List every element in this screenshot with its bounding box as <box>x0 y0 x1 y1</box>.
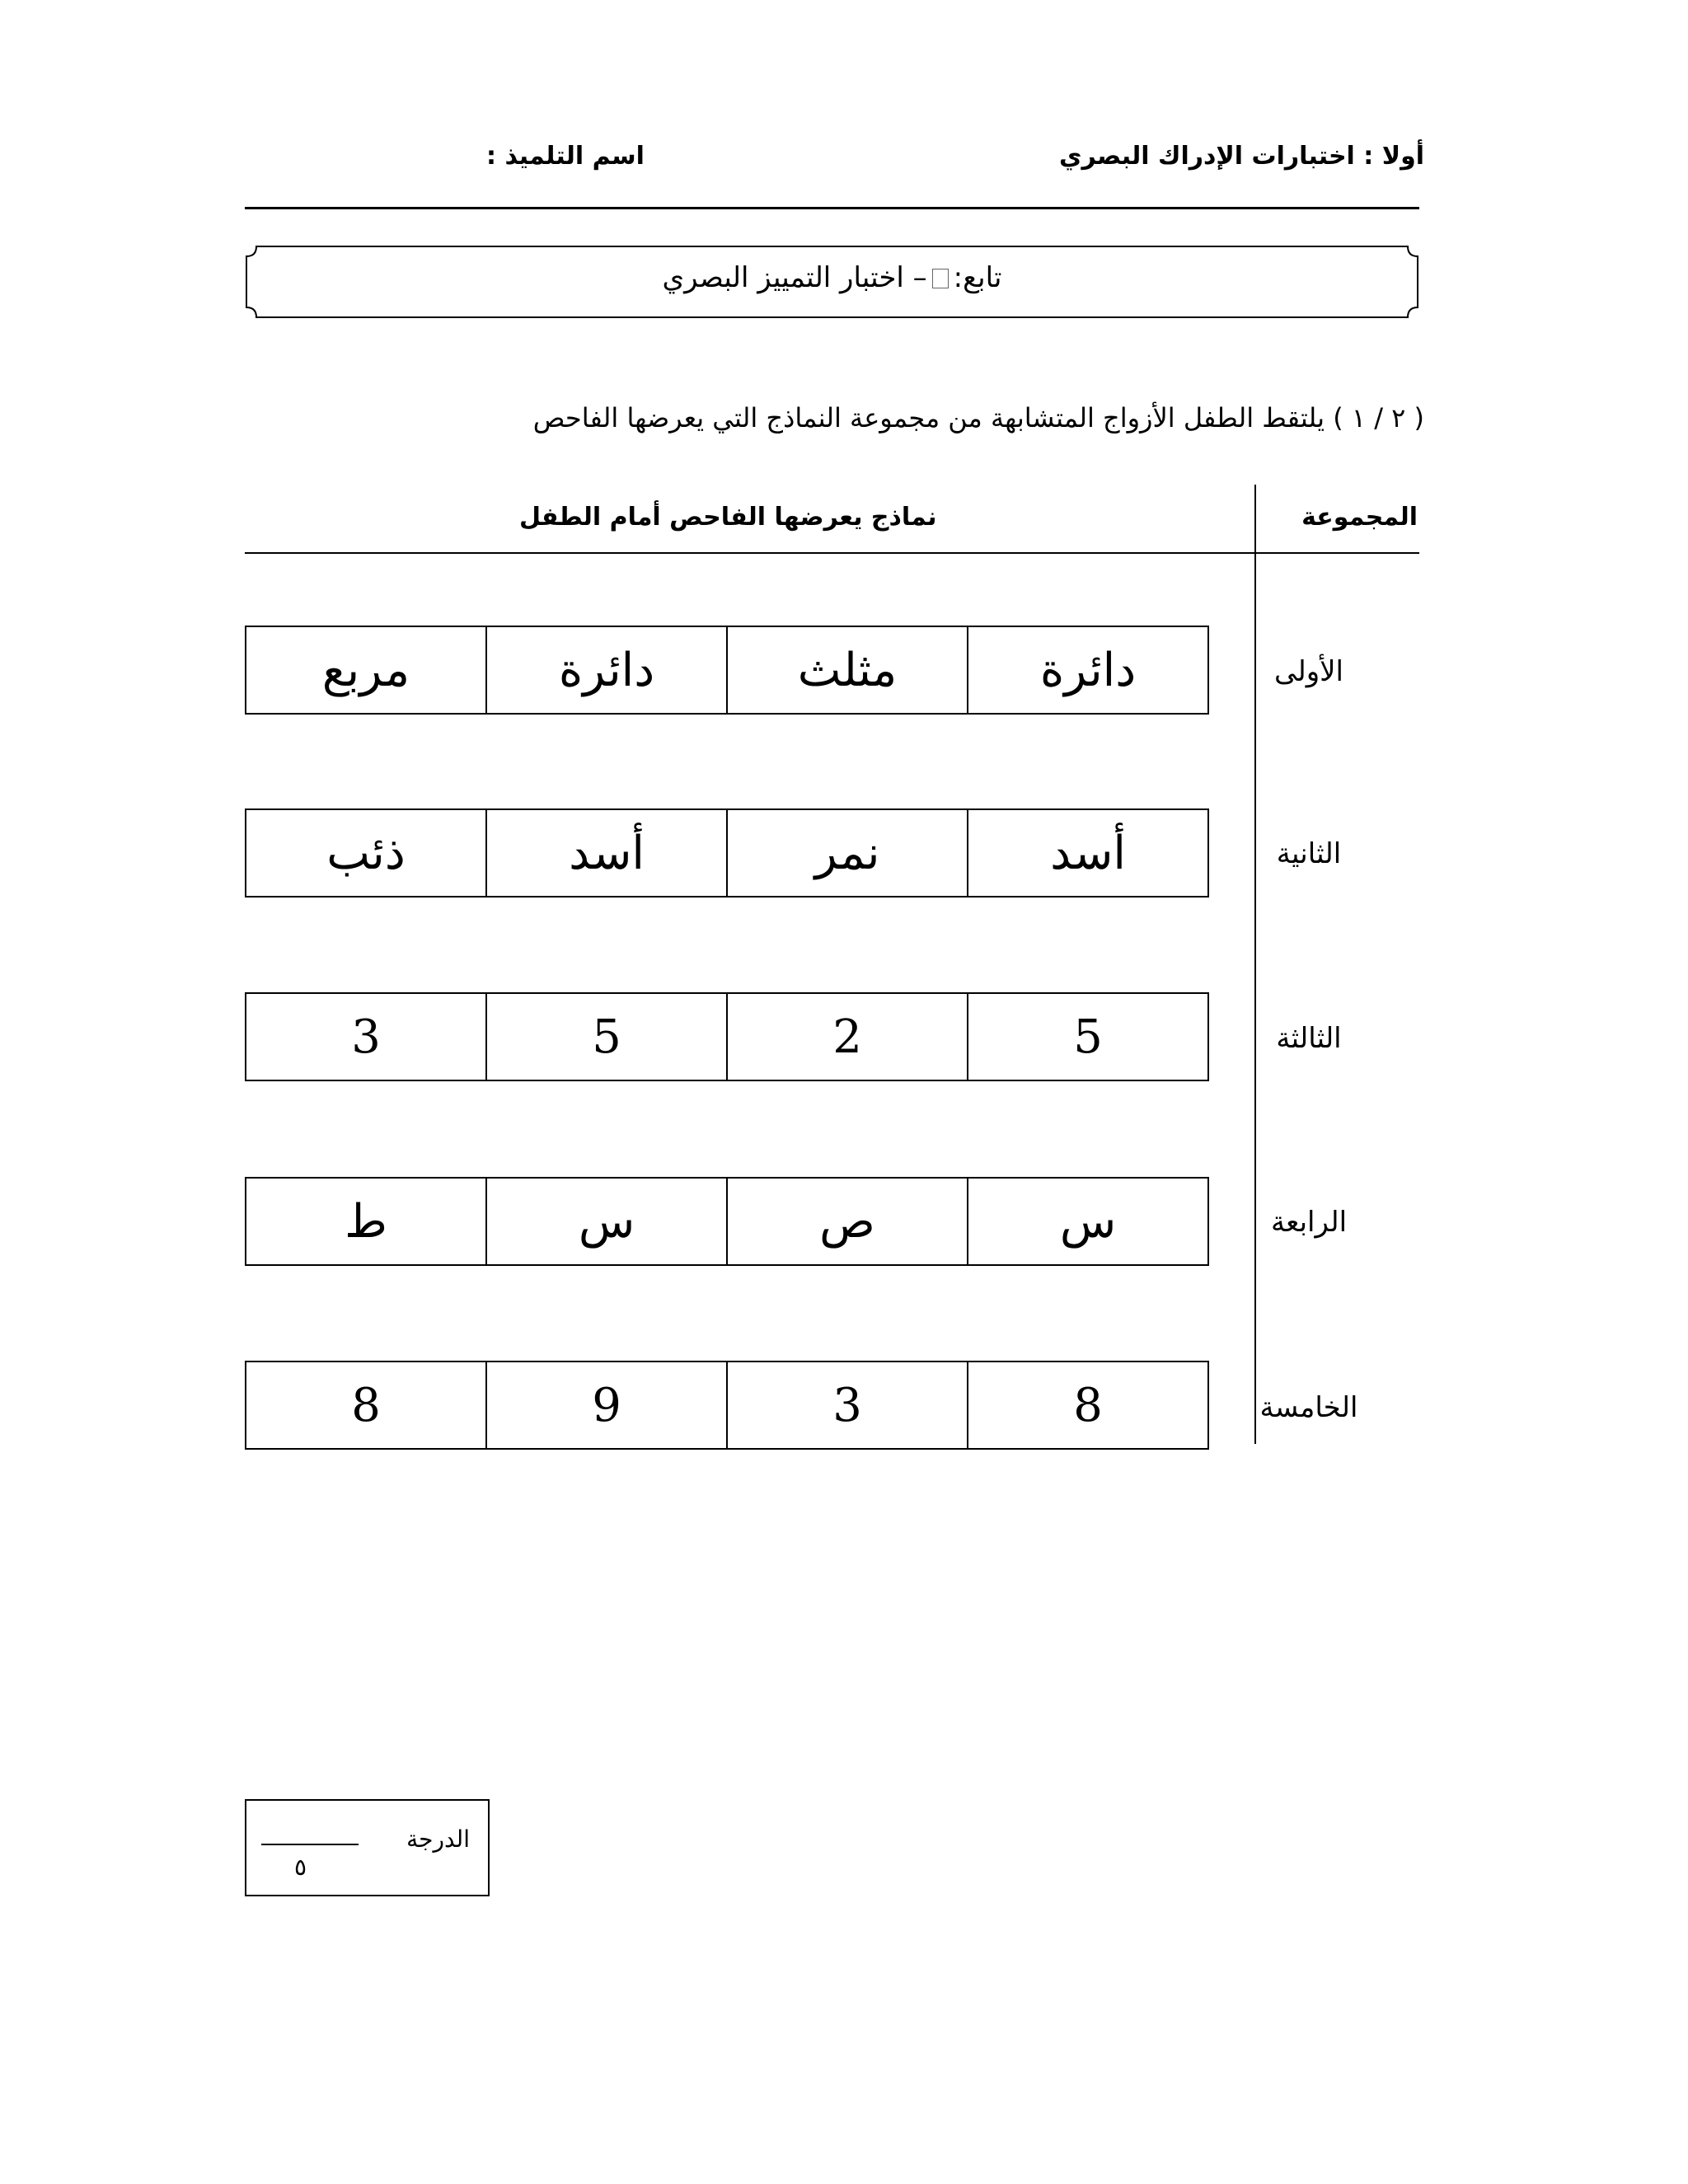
score-box <box>245 1799 490 1896</box>
group-row-1 <box>245 626 1209 715</box>
model-cell: ص <box>726 1179 967 1264</box>
student-name-label: اسم التلميذ : <box>486 142 645 171</box>
group-column-header: المجموعة <box>1301 503 1418 532</box>
model-cell: س <box>967 1179 1207 1264</box>
table-column-divider <box>1254 485 1256 1444</box>
score-max: ٥ <box>294 1854 307 1881</box>
model-cell: 5 <box>485 994 726 1080</box>
model-cell: 3 <box>726 1362 967 1448</box>
model-cell: 3 <box>351 1010 381 1064</box>
table-header-rule <box>245 552 1419 554</box>
model-cell: 8 <box>967 1362 1207 1448</box>
model-cell: 2 <box>726 994 967 1080</box>
banner-suffix: – اختبار التمييز البصري <box>662 261 927 294</box>
section-title: أولا : اختبارات الإدراك البصري <box>1059 142 1424 171</box>
model-cell: مثلث <box>726 627 967 713</box>
group-row-4 <box>245 1177 1209 1266</box>
model-cell: ذئب <box>326 826 406 880</box>
group-label-1: الأولى <box>1274 655 1343 688</box>
score-label: الدرجة <box>406 1825 470 1853</box>
model-cell: دائرة <box>485 627 726 713</box>
score-blank-line <box>261 1844 359 1845</box>
header-divider <box>245 207 1419 209</box>
model-cell: 8 <box>351 1378 381 1432</box>
model-cell: س <box>485 1179 726 1264</box>
model-cell: نمر <box>726 810 967 896</box>
model-cell: مربع <box>321 643 410 697</box>
model-cell: 9 <box>485 1362 726 1448</box>
model-cell: أسد <box>967 810 1207 896</box>
group-label-3: الثالثة <box>1276 1022 1342 1055</box>
model-cell: أسد <box>485 810 726 896</box>
placeholder-box-icon <box>932 269 949 288</box>
instruction-text: ( ٢ / ١ ) يلتقط الطفل الأزواج المتشابهة من مجموعة النماذج التي يعرضها الفاحص <box>532 402 1424 434</box>
group-label-2: الثانية <box>1276 837 1342 870</box>
banner-title <box>245 261 1419 294</box>
subtest-banner <box>245 245 1419 319</box>
group-label-4: الرابعة <box>1270 1206 1348 1239</box>
group-row-5 <box>245 1361 1209 1450</box>
model-cell: دائرة <box>967 627 1207 713</box>
banner-prefix: تابع: <box>953 261 1002 294</box>
group-row-3 <box>245 992 1209 1081</box>
model-cell: 5 <box>967 994 1207 1080</box>
group-row-2 <box>245 808 1209 898</box>
model-cell: ط <box>345 1194 387 1249</box>
models-column-header: نماذج يعرضها الفاحص أمام الطفل <box>519 503 937 532</box>
group-label-5: الخامسة <box>1259 1391 1358 1424</box>
